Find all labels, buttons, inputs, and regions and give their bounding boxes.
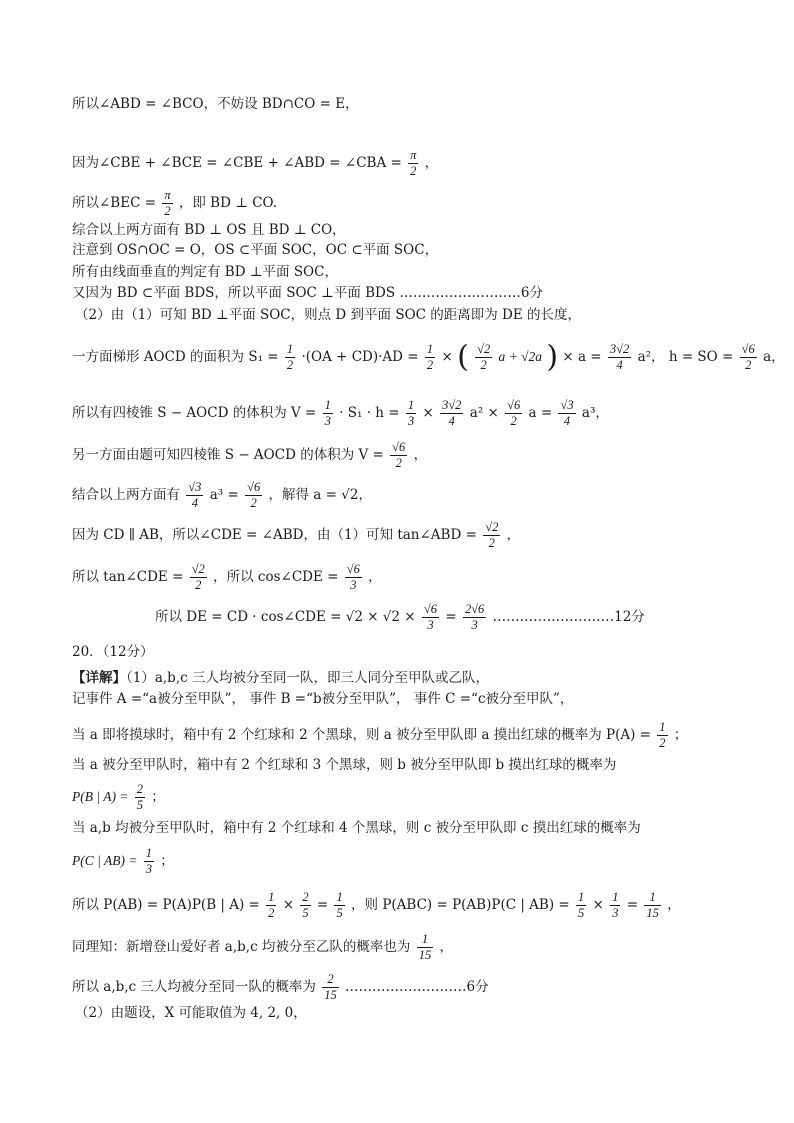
text-line-25: 同理知：新增登山爱好者 a,b,c 均被分至乙队的概率也为 $\frac{1}{15}$ ，: [72, 932, 454, 962]
text-line-15: 所以 DE = CD · cos∠CDE = √2 × √2 × $\frac{√6}{3}$ = $\frac{2√6}{3}$ ………………………12分: [155, 602, 645, 632]
text-line-13: 因为 CD ∥ AB，所以∠CDE = ∠ABD，由（1）可知 tan∠ABD = $\frac{√2}{2}$ ，: [72, 520, 521, 550]
text-line-4: 综合以上两方面有 BD ⊥ OS 且 BD ⊥ CO，: [72, 222, 346, 238]
text-line-19: 当 a 即将摸球时，箱中有 2 个红球和 2 个黑球，则 a 被分至甲队即 a 摸出红球的概率为 P(A) = $\frac{1}{2}$ ；: [72, 720, 688, 750]
fraction-sqrt6-over-3: $\frac{√6}{3}$: [346, 562, 360, 592]
fraction-2-over-15: $\frac{2}{15}$: [324, 972, 337, 1002]
text-line-21: P(B | A) = $\frac{2}{5}$ ；: [72, 782, 165, 812]
text-line-11: 另一方面由题可知四棱锥 S − AOCD 的体积为 V = $\frac{√6}{2}$ ，: [72, 440, 428, 470]
fraction-1-over-3: $\frac{1}{3}$: [145, 846, 152, 876]
question-20-header: 20．（12分）: [72, 644, 154, 660]
text-line-24: 所以 P(AB) = P(A)P(B | A) = $\frac{1}{2}$ × $\frac{2}{5}$ = $\frac{1}{5}$ ，则 P(ABC) = P(AB)P(C | AB) = $\frac{1}{5}$ × $\frac{1}{3}$ = $\frac{1}{15}$ ，: [72, 890, 681, 920]
fraction-1-over-15: $\frac{1}{15}$: [646, 890, 659, 920]
fraction-3sqrt2-over-4: $\frac{3√2}{4}$: [442, 398, 462, 428]
text-line-22: 当 a,b 均被分至甲队时，箱中有 2 个红球和 4 个黑球，则 c 被分至甲队即 c 摸出红球的概率为: [72, 820, 641, 836]
fraction-2sqrt6-over-3: $\frac{2√6}{3}$: [464, 602, 485, 632]
text-line-1: 所以∠ABD = ∠BCO，不妨设 BD∩CO = E，: [72, 96, 359, 112]
text-line-10: 所以有四棱锥 S − AOCD 的体积为 V = $\frac{1}{3}$ · S₁ · h = $\frac{1}{3}$ × $\frac{3√2}{4}$ a² × $\frac{√6}{2}$ a = $\frac{√3}{4}$ a³，: [72, 398, 609, 428]
fraction-sqrt2-over-2: $\frac{√2}{2}$: [477, 342, 491, 372]
text-line-2: [72, 148, 438, 179]
fraction-sqrt3-over-4: $\frac{√3}{4}$: [188, 480, 202, 510]
text-line-3-b: ，即 BD ⊥ CO.: [178, 195, 278, 211]
fraction-1-over-5: $\frac{1}{5}$: [578, 890, 585, 920]
text-line-6: 所有由线面垂直的判定有 BD ⊥平面 SOC，: [72, 264, 338, 280]
text-line-27: （2）由题设，X 可能取值为 4, 2, 0，: [75, 1005, 307, 1021]
fraction-1-over-2: $\frac{1}{2}$: [268, 890, 275, 920]
fraction-1-over-5: $\frac{1}{5}$: [336, 890, 343, 920]
fraction-1-over-3: $\frac{1}{3}$: [324, 398, 331, 428]
text-line-5: 注意到 OS∩OC = O，OS ⊂平面 SOC，OC ⊂平面 SOC，: [72, 242, 439, 258]
fraction-pi-over-2: $\frac{\pi}{2}$: [164, 188, 171, 218]
fraction-sqrt6-over-2: $\frac{√6}{2}$: [741, 342, 755, 372]
fraction-sqrt2-over-2: $\frac{√2}{2}$: [191, 562, 205, 592]
fraction-sqrt2-over-2: $\frac{√2}{2}$: [485, 520, 499, 550]
fraction-1-over-2: $\frac{1}{2}$: [286, 342, 294, 372]
text-line-8: （2）由（1）可知 BD ⊥平面 SOC，则点 D 到平面 SOC 的距离即为 DE 的长度，: [75, 307, 582, 323]
fraction-1-over-2: $\frac{1}{2}$: [426, 342, 434, 372]
text-line-20: 当 a 被分至甲队时，箱中有 2 个红球和 3 个黑球，则 b 被分至甲队即 b 摸出红球的概率为: [72, 757, 617, 773]
fraction-sqrt6-over-3: $\frac{√6}{3}$: [423, 602, 438, 632]
text-line-3-a: 所以∠BEC =: [72, 195, 157, 211]
fraction-1-over-3: $\frac{1}{3}$: [612, 890, 619, 920]
text-line-23: P(C | AB) = $\frac{1}{3}$ ；: [72, 846, 174, 876]
fraction-1-over-15: $\frac{1}{15}$: [418, 932, 432, 962]
fraction-sqrt6-over-2: $\frac{√6}{2}$: [247, 480, 261, 510]
text-line-18: 记事件 A =“a被分至甲队”， 事件 B =“b被分至甲队”， 事件 C =“c被分至甲队”，: [72, 691, 574, 707]
fraction-pi-over-2: $\frac{\pi}{2}$: [410, 148, 417, 178]
fraction-sqrt6-over-2: $\frac{√6}{2}$: [507, 398, 521, 428]
fraction-2-over-5: $\frac{2}{5}$: [302, 890, 309, 920]
text-line-12: 结合以上两方面有 $\frac{√3}{4}$ a³ = $\frac{√6}{2}$ ，解得 a = √2，: [72, 480, 372, 510]
text-line-26: 所以 a,b,c 三人均被分至同一队的概率为 $\frac{2}{15}$ ………………………6分: [72, 972, 489, 1002]
fraction-sqrt3-over-4: $\frac{√3}{4}$: [560, 398, 574, 428]
fraction-1-over-2: $\frac{1}{2}$: [659, 720, 666, 750]
text-line-3: [72, 188, 277, 219]
fraction-1-over-3: $\frac{1}{3}$: [407, 398, 415, 428]
fraction-sqrt6-over-2: $\frac{√6}{2}$: [392, 440, 406, 470]
text-line-7: 又因为 BD ⊂平面 BDS，所以平面 SOC ⊥平面 BDS ………………………6分: [72, 285, 544, 301]
text-line-2-b: ，: [424, 155, 439, 171]
text-line-17: 【详解】（1）a,b,c 三人均被分至同一队，即三人同分至甲队或乙队，: [72, 670, 489, 686]
text-line-14: 所以 tan∠CDE = $\frac{√2}{2}$ ，所以 cos∠CDE = $\frac{√6}{3}$ ，: [72, 562, 382, 592]
text-line-9: 一方面梯形 AOCD 的面积为 S₁ = $\frac{1}{2}$ ·(OA + CD)·AD = $\frac{1}{2}$ × ( $\frac{√2}{2}$ a + √2a ) × a = $\frac{3√2}{4}$ a²， h = SO = $\frac{√6}{2}$ a，: [72, 339, 785, 375]
fraction-2-over-5: $\frac{2}{5}$: [136, 782, 143, 812]
text-line-2-a: 因为∠CBE + ∠BCE = ∠CBE + ∠ABD = ∠CBA =: [72, 155, 402, 171]
detail-label: 【详解】: [72, 670, 126, 686]
fraction-3sqrt2-over-4: $\frac{3√2}{4}$: [609, 342, 630, 372]
